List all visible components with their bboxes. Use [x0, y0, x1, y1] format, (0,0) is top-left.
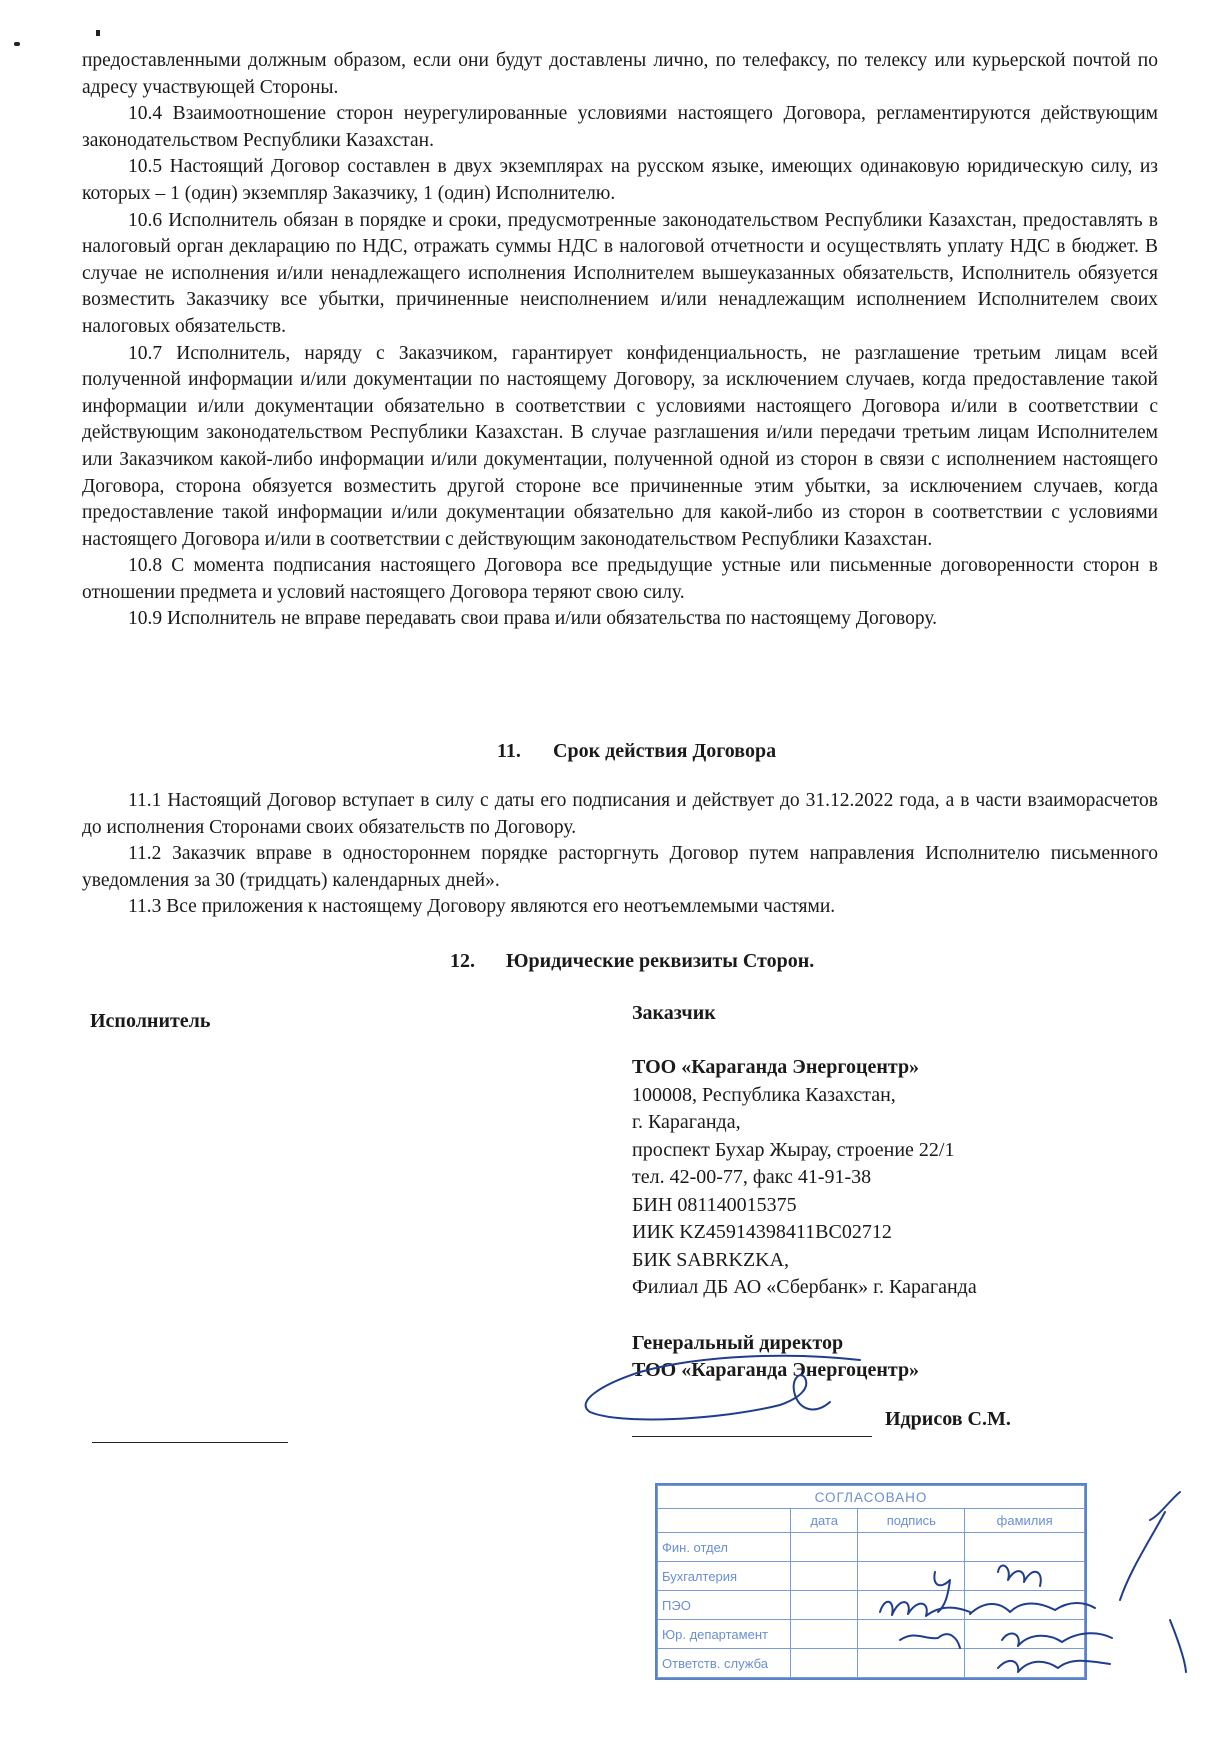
stamp-header-blank [658, 1509, 791, 1533]
paragraph-11-1: 11.1 Настоящий Договор вступает в силу с даты его подписания и действует до 31.12.2022 года, а в части взаиморасчетов до исполнения Сторонами своих обязательств по Договору. [82, 790, 1158, 838]
paragraph-10-4: 10.4 Взаимоотношение сторон неурегулированные условиями настоящего Договора, регламентируются действующим законодательством Республики Казахстан. [82, 103, 1158, 151]
customer-bin: БИН 081140015375 [632, 1193, 797, 1216]
section-11-heading [497, 740, 776, 763]
section-11-number: 11. [497, 740, 521, 762]
stamp-row-label: Бухгалтерия [658, 1562, 791, 1591]
stamp-header-surname: фамилия [965, 1509, 1085, 1533]
customer-bik: БИК SABRKZKA, [632, 1248, 790, 1271]
section-12-number: 12. [450, 950, 475, 972]
stamp-row-label: Юр. департамент [658, 1620, 791, 1649]
paragraph-10-7: 10.7 Исполнитель, наряду с Заказчиком, гарантирует конфиденциальность, не разглашение третьим лицам всей полученной информации и/или документации по настоящему Договору, за исключением случаев, когда предоставление такой информации и/или документации обязательно в соответствии с условиями настоящего Договора и/или в соответствии с действующим законодательством Республики Казахстан. В случае разглашения и/или передачи третьим лицам Исполнителем или Заказчиком какой-либо информации и/или документации, полученной одной из сторон в связи с исполнением настоящего Договора, сторона обязуется возместить другой стороне все причиненные этим убытки, за исключением случаев, когда предоставление такой информации и/или документации обязательно для какой-либо из сторон в соответствии с условиями настоящего Договора и/или в соответствии с действующим законодательством Республики Казахстан. [82, 342, 1158, 550]
approval-stamp [655, 1483, 1087, 1680]
approval-stamp-title: СОГЛАСОВАНО [658, 1486, 1085, 1509]
paragraph-10-6: 10.6 Исполнитель обязан в порядке и сроки, предусмотренные законодательством Республики Казахстан, предоставлять в налоговый орган декларацию по НДС, отражать суммы НДС в налоговой отчетности и осуществлять уплату НДС в бюджет. В случае не исполнения и/или ненадлежащего исполнения Исполнителем вышеуказанных обязательств, Исполнитель обязуется возместить Заказчику все убытки, причиненные неисполнением и/или ненадлежащим исполнением Исполнителем своих налоговых обязательств. [82, 209, 1158, 337]
paragraph-10-8: 10.8 С момента подписания настоящего Договора все предыдущие устные или письменные договоренности сторон в отношении предмета и условий настоящего Договора теряют свою силу. [82, 555, 1158, 603]
section-12-title: Юридические реквизиты Сторон. [506, 950, 815, 972]
customer-signature-line [632, 1436, 872, 1437]
paragraph-10-5: 10.5 Настоящий Договор составлен в двух экземплярах на русском языке, имеющих одинаковую юридическую силу, из которых – 1 (один) экземпляр Заказчику, 1 (один) Исполнителю. [82, 156, 1158, 204]
section-11-title: Срок действия Договора [553, 740, 777, 762]
customer-iik: ИИК KZ45914398411BC02712 [632, 1221, 892, 1243]
customer-address-line: 100008, Республика Казахстан, [632, 1083, 896, 1106]
stamp-header-date: дата [791, 1509, 858, 1533]
customer-address-line: проспект Бухар Жырау, строение 22/1 [632, 1138, 955, 1161]
customer-address-line: г. Караганда, [632, 1111, 741, 1133]
stamp-row-label: Ответств. служба [658, 1649, 791, 1678]
signer-org: ТОО «Караганда Энергоцентр» [632, 1359, 920, 1381]
paragraph-10-9: 10.9 Исполнитель не вправе передавать свои права и/или обязательства по настоящему Договору. [128, 608, 938, 630]
stamp-row-label: Фин. отдел [658, 1533, 791, 1562]
executor-signature-line [92, 1442, 288, 1443]
customer-signer-block [632, 1330, 919, 1384]
stamp-header-signature: подпись [858, 1509, 965, 1533]
section-12-heading [450, 950, 814, 973]
scan-mark [96, 30, 100, 36]
customer-requisites [632, 1054, 977, 1302]
section-11-text [82, 788, 1158, 921]
executor-label: Исполнитель [90, 1010, 211, 1032]
signer-title: Генеральный директор [632, 1332, 844, 1354]
scan-mark [14, 42, 20, 46]
customer-bank: Филиал ДБ АО «Сбербанк» г. Караганда [632, 1276, 977, 1298]
stamp-row-label: ПЭО [658, 1591, 791, 1620]
customer-name: ТОО «Караганда Энергоцентр» [632, 1056, 920, 1078]
customer-label: Заказчик [632, 1002, 716, 1024]
signer-name: Идрисов С.М. [885, 1408, 1011, 1430]
paragraph-11-2: 11.2 Заказчик вправе в одностороннем порядке расторгнуть Договор путем направления Исполнителю письменного уведомления за 30 (тридцать) календарных дней». [82, 843, 1158, 891]
customer-phone: тел. 42-00-77, факс 41-91-38 [632, 1166, 872, 1188]
paragraph-11-3: 11.3 Все приложения к настоящему Договору являются его неотъемлемыми частями. [128, 896, 836, 918]
section-10-text [82, 48, 1158, 633]
paragraph-10-3-continuation: предоставленными должным образом, если они будут доставлены лично, по телефаксу, по телексу или курьерской почтой по адресу участвующей Стороны. [82, 50, 1158, 98]
